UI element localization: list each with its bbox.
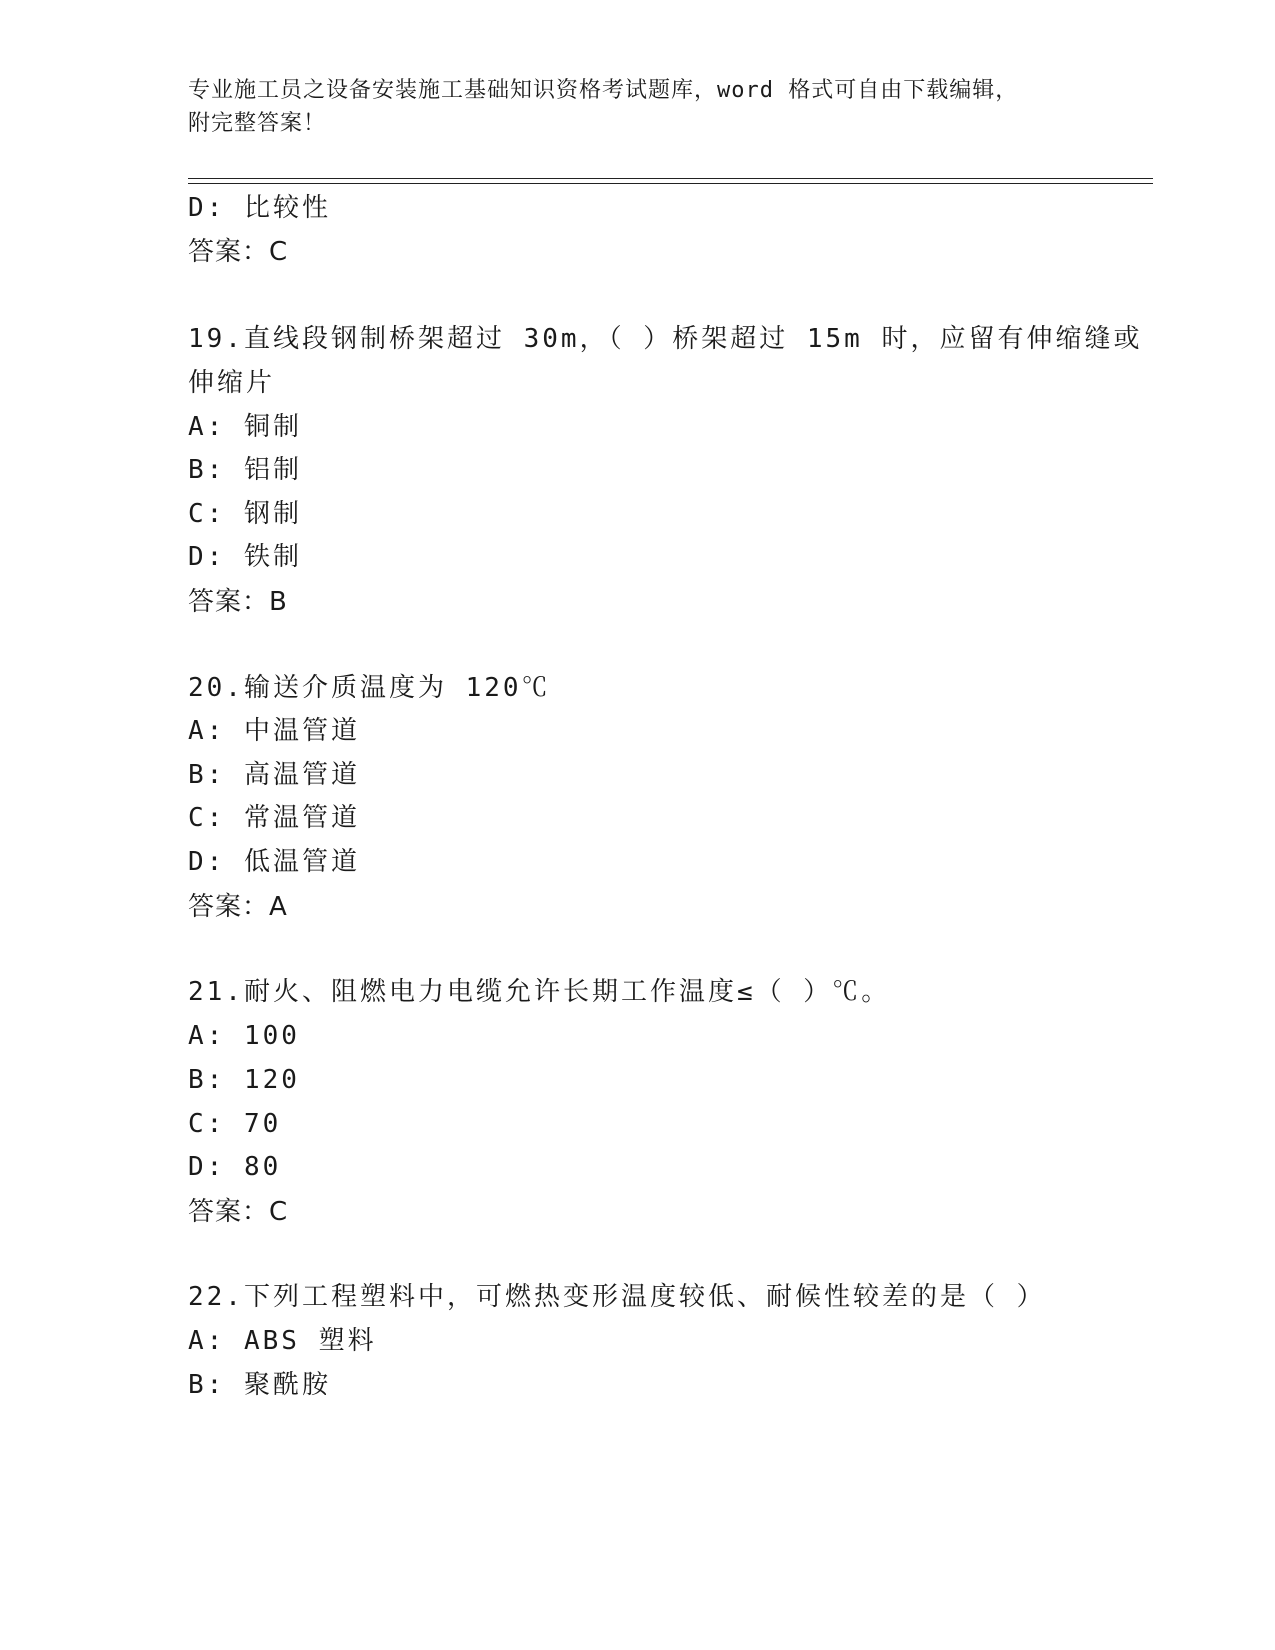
header-title-line-2: 附完整答案！ bbox=[188, 111, 327, 136]
q19-stem-line-1: 19.直线段钢制桥架超过 30m，（ ）桥架超过 15m 时，应留有伸缩缝或 bbox=[188, 324, 1143, 354]
q19-option-b: B: 铝制 bbox=[188, 455, 302, 485]
q21-option-c: C: 70 bbox=[188, 1109, 282, 1139]
q19-option-d: D: 铁制 bbox=[188, 542, 302, 572]
q22-option-b: B: 聚酰胺 bbox=[188, 1370, 331, 1400]
header-title-line-1: 专业施工员之设备安装施工基础知识资格考试题库，word 格式可自由下载编辑， bbox=[188, 78, 1019, 103]
q19-option-c: C: 钢制 bbox=[188, 499, 302, 529]
q21-answer: 答案：C bbox=[188, 1197, 289, 1227]
q20-option-b: B: 高温管道 bbox=[188, 760, 360, 790]
q20-stem-line-1: 20.输送介质温度为 120℃ bbox=[188, 673, 551, 703]
q21-option-d: D: 80 bbox=[188, 1152, 282, 1182]
q19-option-a: A: 铜制 bbox=[188, 412, 302, 442]
q20-answer: 答案：A bbox=[188, 892, 288, 922]
q22-stem-line-1: 22.下列工程塑料中，可燃热变形温度较低、耐候性较差的是（ ） bbox=[188, 1282, 1046, 1312]
q21-option-b: B: 120 bbox=[188, 1065, 300, 1095]
q21-option-a: A: 100 bbox=[188, 1021, 300, 1051]
q19-answer: 答案：B bbox=[188, 587, 288, 617]
prev-question-answer: 答案：C bbox=[188, 237, 289, 267]
q20-option-a: A: 中温管道 bbox=[188, 716, 360, 746]
q22-option-a: A: ABS 塑料 bbox=[188, 1326, 377, 1356]
header-divider-top bbox=[188, 178, 1153, 179]
prev-question-option-d: D: 比较性 bbox=[188, 193, 331, 223]
document-header bbox=[188, 74, 1068, 140]
q20-option-c: C: 常温管道 bbox=[188, 803, 360, 833]
q20-option-d: D: 低温管道 bbox=[188, 847, 360, 877]
header-divider-bottom bbox=[188, 183, 1153, 184]
q19-stem-line-2: 伸缩片 bbox=[188, 368, 276, 398]
q21-stem-line-1: 21.耐火、阻燃电力电缆允许长期工作温度≤（ ）℃。 bbox=[188, 977, 891, 1007]
